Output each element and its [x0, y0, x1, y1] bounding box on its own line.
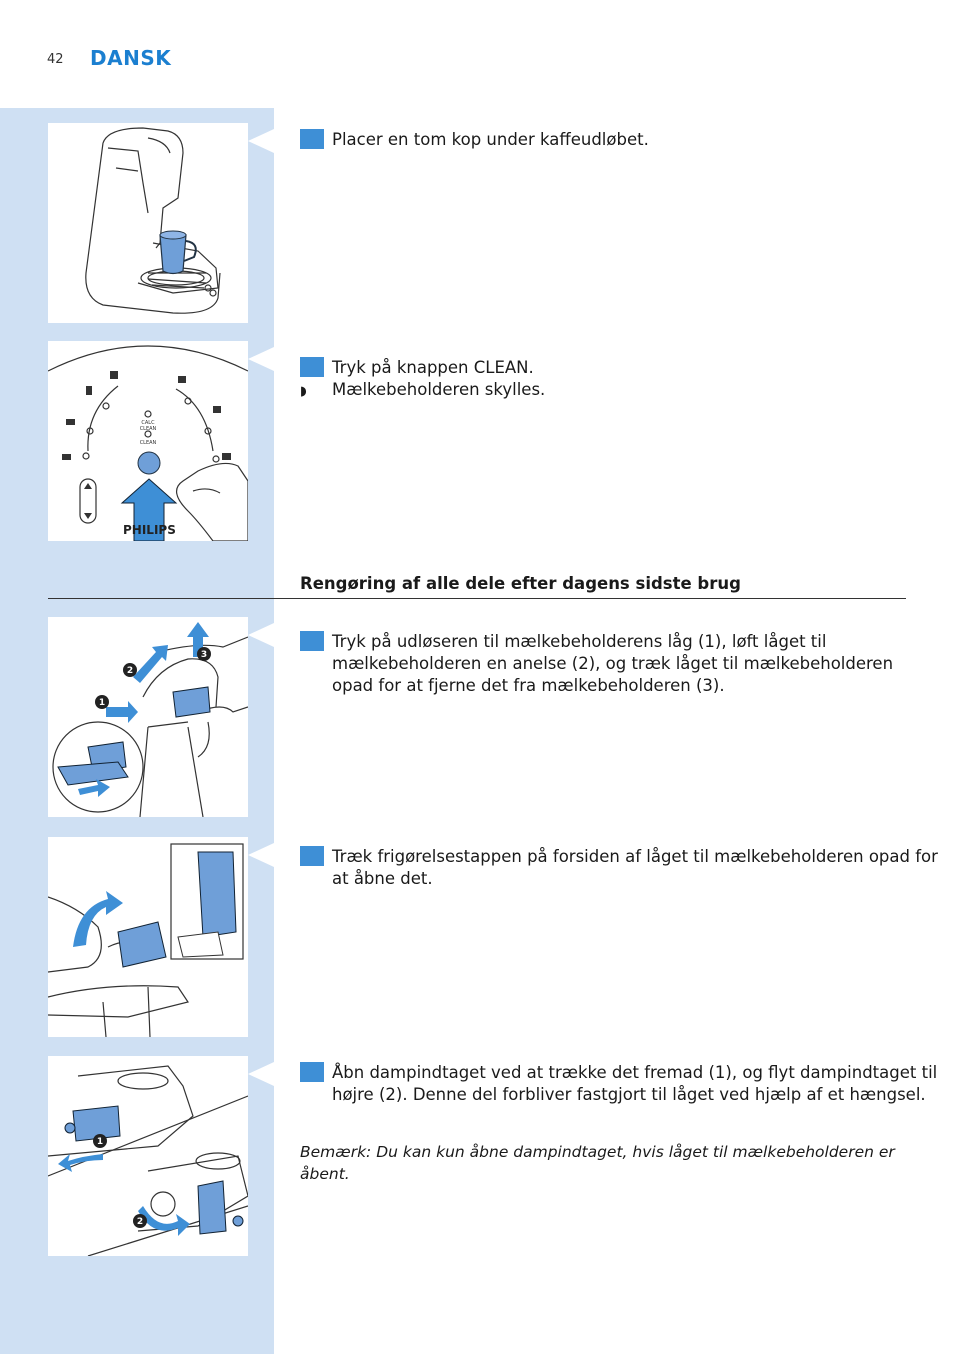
result-bullet-icon: ◗ [300, 384, 307, 399]
callout-3: 3 [200, 650, 208, 660]
panel-pointer [248, 129, 274, 153]
panel-pointer [248, 623, 274, 647]
step-number: 3 [300, 1062, 324, 1082]
illustration-lid-opening [48, 837, 248, 1037]
section-divider [48, 598, 906, 599]
step-8-result [300, 379, 545, 403]
step-text: Tryk på udløseren til mælkebeholderens låg (1), løft låget til mælkebeholderen en anelse (2), og træk låget til mælkebeholderen opad for at fjerne det fra mælkebeholderen (3). [332, 632, 894, 695]
callout-2: 2 [126, 666, 134, 676]
language-title: DANSK [90, 46, 172, 70]
illustration-coffee-machine [48, 123, 248, 323]
panel-pointer [248, 347, 274, 371]
step-number: 8 [300, 357, 324, 377]
step-text: Tryk på knappen CLEAN. [332, 358, 534, 377]
step-number: 1 [300, 631, 324, 651]
panel-pointer [248, 843, 274, 867]
step-text: Træk frigørelsestappen på forsiden af låget til mælkebeholderen opad for at åbne det. [332, 847, 938, 888]
illustration-steam-inlet [48, 1056, 248, 1256]
step-number: 2 [300, 846, 324, 866]
note-text: Bemærk: Du kan kun åbne dampindtaget, hvis låget til mælkebeholderen er åbent. [300, 1143, 895, 1183]
illustration-lid-removal [48, 617, 248, 817]
calc-clean-label: CALC [141, 420, 155, 426]
result-text: Mælkebeholderen skylles. [332, 380, 546, 399]
callout-1: 1 [96, 1137, 104, 1147]
step-8 [291, 357, 942, 379]
page-number: 42 [47, 52, 64, 67]
illustration-control-panel [48, 341, 248, 541]
philips-logo: PHILIPS [123, 523, 176, 537]
step-1 [291, 631, 922, 697]
callout-1: 1 [98, 698, 106, 708]
clean-label: CLEAN [139, 440, 157, 446]
section-heading: Rengøring af alle dele efter dagens sidste brug [300, 574, 741, 593]
step-text: Placer en tom kop under kaffeudløbet. [332, 130, 649, 149]
calc-clean-label-2: CLEAN [139, 426, 157, 432]
step-number: 7 [300, 129, 324, 149]
step-3 [291, 1062, 940, 1106]
step-text: Åbn dampindtaget ved at trække det fremad (1), og flyt dampindtaget til højre (2). Denne del forbliver fastgjort til låget ved hjælp af et hængsel. [332, 1063, 938, 1104]
step-2 [291, 846, 940, 890]
callout-2: 2 [136, 1217, 144, 1227]
panel-pointer [248, 1062, 274, 1086]
step-7 [291, 129, 942, 151]
